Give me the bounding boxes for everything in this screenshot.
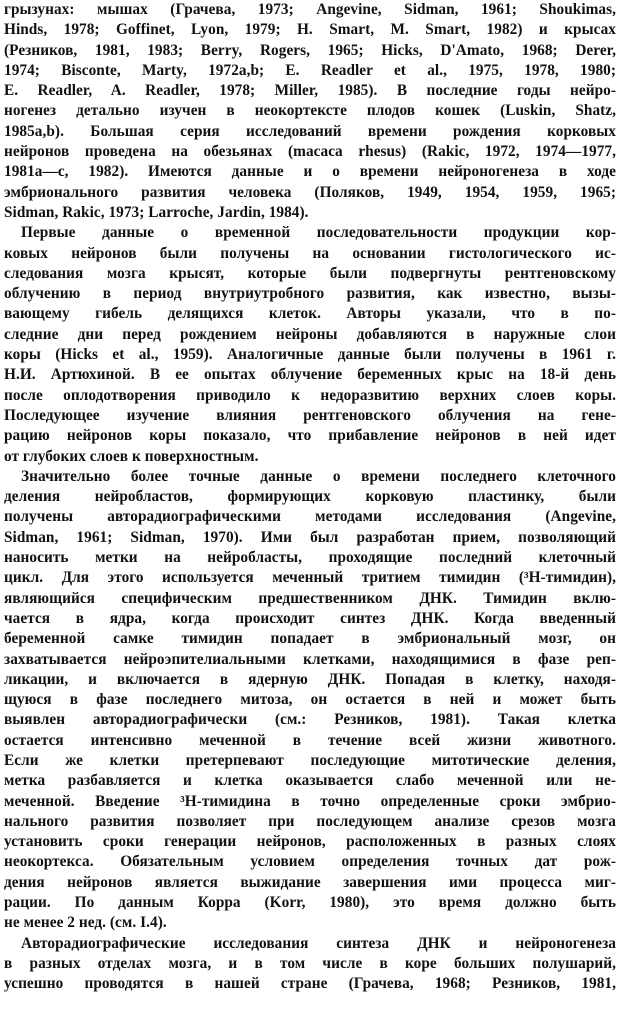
text-line: меченной. Введение ³H-тимидина в точно определенные сроки эмбрио- xyxy=(4,792,616,810)
text-line: являющийся специфическим предшественником ДНК. Тимидин вклю- xyxy=(4,589,616,607)
text-line: следние дни перед рождением нейроны добавляются в наружные слои xyxy=(4,325,616,343)
text-line: эмбрионального развития человека (Поляков, 1949, 1954, 1959, 1965; xyxy=(4,183,616,201)
text-line: нального развития позволяет при последующем анализе срезов мозга xyxy=(4,812,616,830)
text-line: Первые данные о временной последовательности продукции кор- xyxy=(21,224,616,242)
paragraph xyxy=(4,223,616,467)
text-line: ликации, и включается в ядерную ДНК. Попадая в клетку, находя- xyxy=(4,670,616,688)
text-line: грызунах: мышах (Грачева, 1973; Angevine, Sidman, 1961; Shoukimas, xyxy=(4,1,616,18)
paragraph xyxy=(4,934,616,995)
text-line: рации. По данным Корра (Korr, 1980), это время должно быть xyxy=(4,894,616,912)
text-line: нейронов проведена на обезьянах (macaca rhesus) (Rakic, 1972, 1974—1977, xyxy=(4,143,616,161)
text-line: следования мозга крысят, которые были подвергнуты рентгеновскому xyxy=(4,264,616,282)
text-line: облучению в период внутриутробного развития, как известно, вызы- xyxy=(4,285,616,303)
text-line: 1985a,b). Большая серия исследований времени рождения корковых xyxy=(4,122,616,140)
text-line: 1974; Bisconte, Marty, 1972a,b; E. Readler et al., 1975, 1978, 1980; xyxy=(4,61,616,79)
text-line: установить сроки генерации нейронов, расположенных в разных слоях xyxy=(4,833,616,851)
text-line: Авторадиографические исследования синтеза ДНК и нейроногенеза xyxy=(21,934,616,952)
text-line: после оплодотворения приводило к недоразвитию верхних слоев коры. xyxy=(4,386,616,404)
text-line: E. Readler, A. Readler, 1978; Miller, 1985). В последние годы нейро- xyxy=(4,82,616,100)
text-line: Последующее изучение влияния рентгеновского облучения на гене- xyxy=(4,406,616,424)
text-line: беременной самке тимидин попадает в эмбриональный мозг, он xyxy=(4,630,616,648)
text-line: рацию нейронов коры показало, что прибавление нейронов в ней идет xyxy=(4,427,616,445)
document-body xyxy=(4,0,616,995)
paragraph xyxy=(4,467,616,934)
text-line: дения нейронов является выжидание завершения ими процесса миг- xyxy=(4,873,616,891)
text-line: Sidman, Rakic, 1973; Larroche, Jardin, 1984). xyxy=(4,203,309,221)
text-line: успешно проводятся в нашей стране (Грачева, 1968; Резников, 1981, xyxy=(4,975,616,993)
text-line: остается интенсивно меченной в течение всей жизни животного. xyxy=(4,731,616,749)
text-line: не менее 2 нед. (см. I.4). xyxy=(4,914,167,932)
paragraph xyxy=(4,0,616,223)
text-line: Если же клетки претерпевают последующие митотические деления, xyxy=(4,751,616,769)
text-line: Н.И. Артюхиной. В ее опытах облучение беременных крыс на 18-й день xyxy=(4,366,616,384)
text-line: захватывается нейроэпителиальными клетками, находящимися в фазе реп- xyxy=(4,650,616,668)
text-line: деления нейробластов, формирующих корковую пластинку, были xyxy=(4,488,616,506)
text-line: метка разбавляется и клетка оказывается слабо меченной или не- xyxy=(4,772,616,790)
text-line: от глубоких слоев к поверхностным. xyxy=(4,447,259,465)
text-line: неокортекса. Обязательным условием определения точных дат рож- xyxy=(4,853,616,871)
text-line: коры (Hicks et al., 1959). Аналогичные данные были получены в 1961 г. xyxy=(4,346,616,364)
text-line: 1981a—c, 1982). Имеются данные и о времени нейроногенеза в ходе xyxy=(4,163,616,181)
text-line: выявлен авторадиографически (см.: Резников, 1981). Такая клетка xyxy=(4,711,616,729)
text-line: Sidman, 1961; Sidman, 1970). Ими был разработан прием, позволяющий xyxy=(4,528,616,546)
text-line: ковых нейронов были получены на основании гистологического ис- xyxy=(4,244,616,262)
text-line: (Резников, 1981, 1983; Berry, Rogers, 1965; Hicks, D'Amato, 1968; Derer, xyxy=(4,41,616,59)
text-line: цикл. Для этого используется меченный тритием тимидин (³H-тимидин), xyxy=(4,569,616,587)
text-line: наносить метки на нейробласты, проходящие последний клеточный xyxy=(4,549,616,567)
text-line: Hinds, 1978; Goffinet, Lyon, 1979; H. Smart, M. Smart, 1982) и крысах xyxy=(4,21,616,39)
text-line: щуюся в фазе последнего митоза, он остается в ней и может быть xyxy=(4,691,616,709)
text-line: ногенез детально изучен в неокортексте плодов кошек (Luskin, Shatz, xyxy=(4,102,616,120)
text-line: вающему гибель делящихся клеток. Авторы указали, что в по- xyxy=(4,305,616,323)
text-line: Значительно более точные данные о времени последнего клеточного xyxy=(21,467,616,485)
text-line: чается в ядра, когда происходит синтез ДНК. Когда введенный xyxy=(4,609,616,627)
text-line: в разных отделах мозга, и в том числе в коре больших полушарий, xyxy=(4,954,616,972)
text-line: получены авторадиографическими методами исследования (Angevine, xyxy=(4,508,616,526)
